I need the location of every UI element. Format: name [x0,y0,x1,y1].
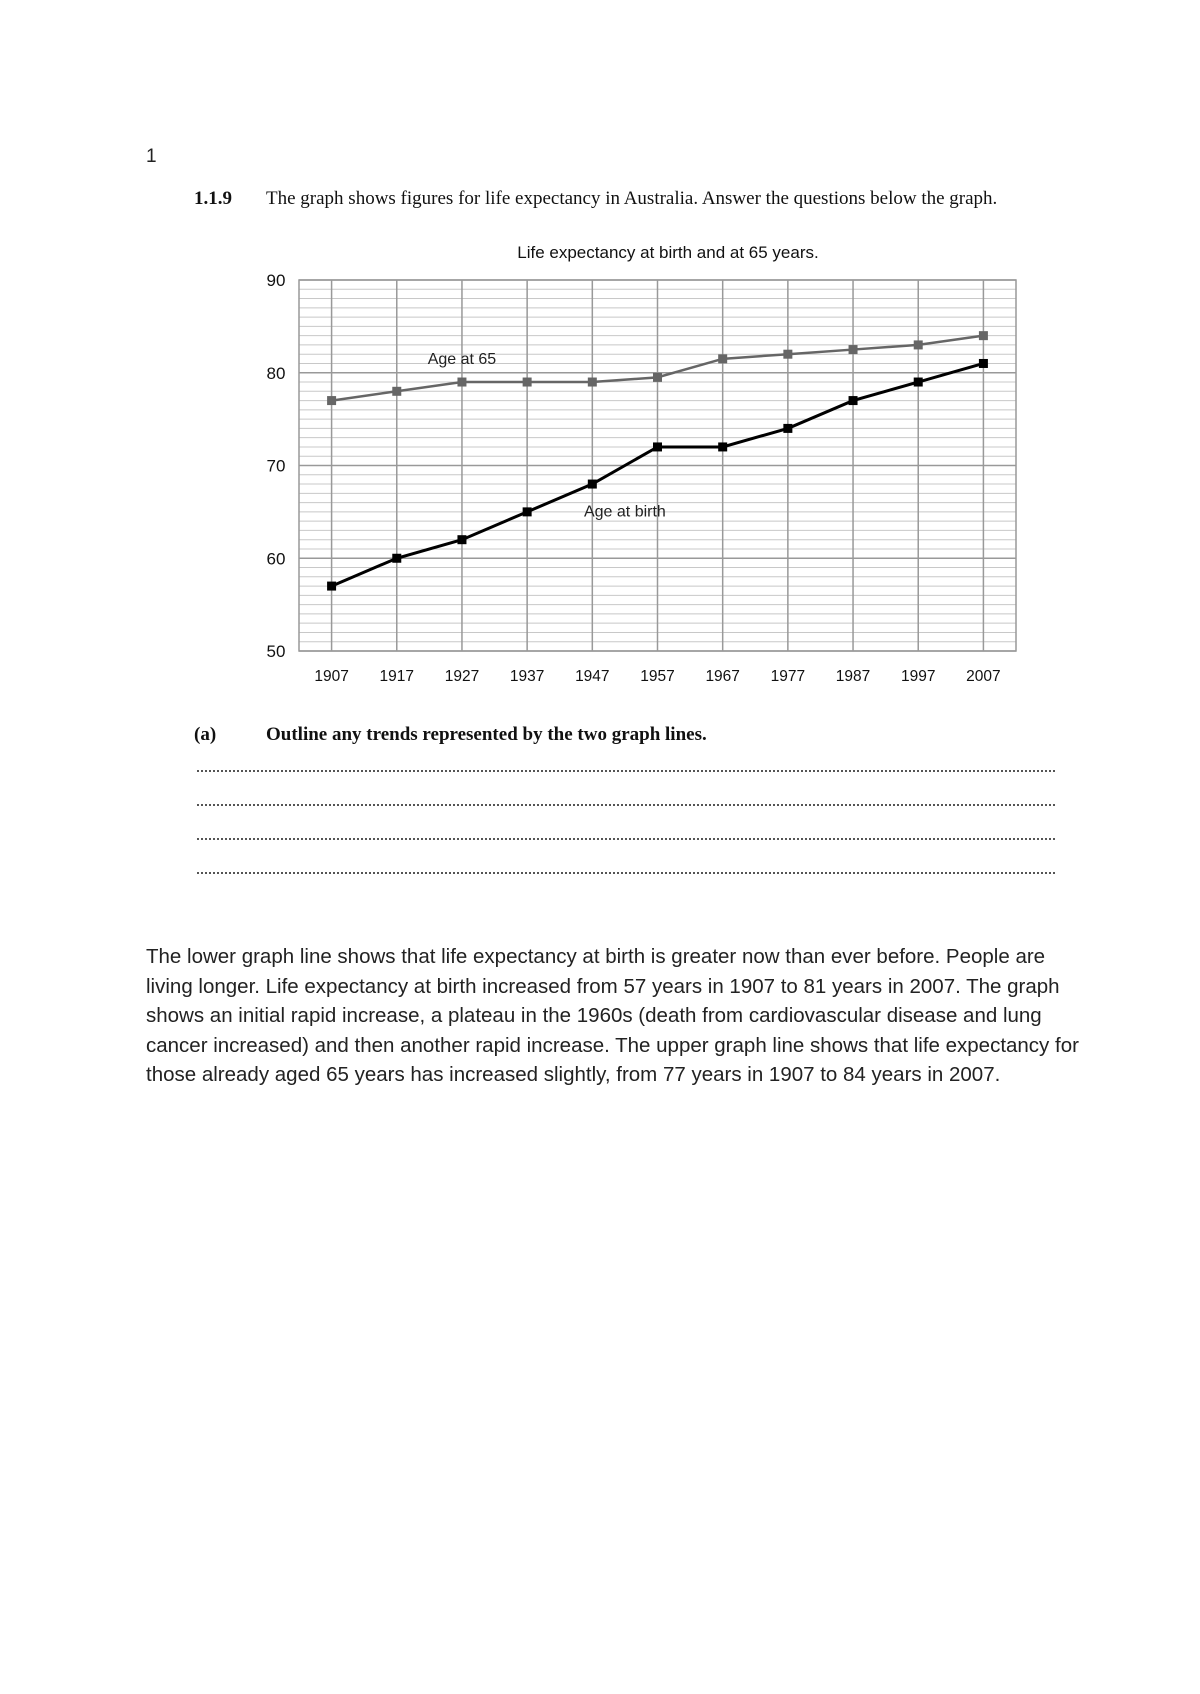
data-point [327,582,336,591]
data-point [849,396,858,405]
question-text: The graph shows figures for life expectancy in Australia. Answer the questions below the graph. [266,188,998,209]
series-label-age-at-65: Age at 65 [427,351,497,369]
y-tick-label: 80 [266,363,286,383]
chart-x-tick-labels [314,668,1000,685]
answer-lines [197,770,1055,906]
x-tick-label: 1917 [379,668,415,685]
data-point [783,350,792,359]
x-tick-label: 1947 [575,668,610,685]
y-tick-label: 90 [266,271,286,290]
data-point [718,442,727,451]
data-point [979,331,988,340]
data-point [588,378,597,387]
data-point [783,424,792,433]
y-tick-label: 70 [266,456,286,476]
data-point [914,378,923,387]
x-tick-label: 1907 [314,668,349,685]
data-point [523,378,532,387]
data-point [588,480,597,489]
data-point [392,387,401,396]
life-expectancy-chart [250,230,1050,690]
data-point [327,396,336,405]
x-tick-label: 1957 [640,668,675,685]
x-tick-label: 1967 [705,668,740,685]
data-point [392,554,401,563]
data-point [914,340,923,349]
chart-title: Life expectancy at birth and at 65 years. [517,243,819,262]
series-label-age-at-birth: Age at birth [583,503,666,521]
data-point [718,354,727,363]
y-tick-label: 60 [266,549,286,569]
data-point [653,373,662,382]
data-point [523,507,532,516]
chart-y-tick-labels [267,271,286,661]
answer-line[interactable] [197,872,1055,874]
y-tick-label: 50 [266,642,286,661]
x-tick-label: 1977 [770,668,806,685]
question-number: 1.1.9 [194,188,232,209]
x-tick-label: 1927 [444,668,480,685]
x-tick-label: 1997 [900,668,936,685]
part-a-text: Outline any trends represented by the two graph lines. [266,724,707,745]
chart-series-labels [428,351,666,520]
answer-text: The lower graph line shows that life expectancy at birth is greater now than ever before. People are living longer. Life expectancy at birth increased from 57 years in 1907 to 81 years in 2007. The graph shows an initial rapid increase, a plateau in the 1960s (death from cardiovascular disease and lung cancer increased) and then another rapid increase. The upper graph line shows that life expectancy for those already aged 65 years has increased slightly, from 77 years in 1907 to 84 years in 2007. [146,945,1079,1086]
x-tick-label: 1937 [509,668,545,685]
data-point [457,378,466,387]
page-number: 1 [146,146,157,167]
data-point [849,345,858,354]
data-point [457,535,466,544]
answer-line[interactable] [197,804,1055,806]
part-a-label: (a) [194,724,217,745]
data-point [979,359,988,368]
answer-line[interactable] [197,770,1055,772]
x-tick-label: 1987 [835,668,871,685]
answer-line[interactable] [197,838,1055,840]
data-point [653,442,662,451]
x-tick-label: 2007 [966,668,1001,685]
